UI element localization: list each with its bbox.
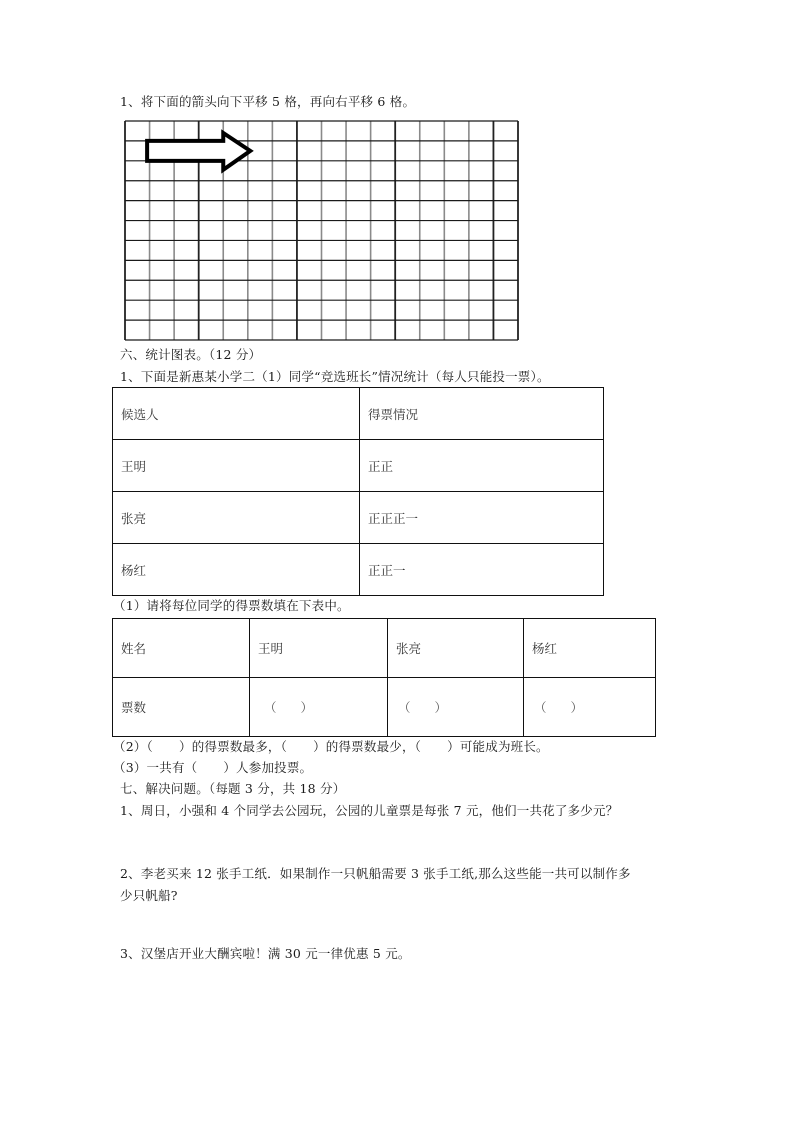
- count-table-name-row: [113, 619, 656, 678]
- name-yanghong: 杨红: [524, 619, 656, 678]
- votes-blank-wangming[interactable]: [250, 678, 388, 737]
- candidate-name: 杨红: [113, 544, 360, 596]
- table-row: [113, 492, 604, 544]
- tally-marks: 正正一: [360, 544, 604, 596]
- header-votes: 得票情况: [360, 388, 604, 440]
- sub3-prefix: （3）一共有（: [113, 760, 198, 775]
- table-row: [113, 440, 604, 492]
- tally-table-header-row: [113, 388, 604, 440]
- problem-1: 1、周日，小强和 4 个同学去公园玩，公园的儿童票是每张 7 元，他们一共花了多少元？: [120, 803, 619, 818]
- sub2-mid1: ）的得票数最多，（: [179, 739, 288, 754]
- name-wangming: 王明: [250, 619, 388, 678]
- label-name: 姓名: [113, 619, 250, 678]
- section6-title: 六、统计图表。（12 分）: [120, 347, 262, 362]
- candidate-name: 王明: [113, 440, 360, 492]
- sub3-suffix: ）人参加投票。: [223, 760, 313, 775]
- vote-count-table: [112, 618, 656, 737]
- translation-grid: [0, 0, 793, 360]
- tally-table: [112, 387, 604, 596]
- open-paren: （: [398, 700, 411, 715]
- close-paren: ）: [300, 700, 314, 715]
- sub-question-1: （1）请将每位同学的得票数填在下表中。: [113, 598, 350, 613]
- votes-blank-yanghong[interactable]: [524, 678, 656, 737]
- votes-blank-zhangliang[interactable]: [388, 678, 524, 737]
- sub-question-2: [113, 739, 549, 755]
- count-table-votes-row: [113, 678, 656, 737]
- section6-intro: 1、下面是新惠某小学二（1）同学“竞选班长”情况统计（每人只能投一票）。: [120, 369, 550, 384]
- label-votes: 票数: [113, 678, 250, 737]
- close-paren: ）: [570, 700, 584, 715]
- q1-instruction: 1、将下面的箭头向下平移 5 格，再向右平移 6 格。: [120, 94, 416, 109]
- sub2-mid2: ）的得票数最少，（: [313, 739, 422, 754]
- name-zhangliang: 张亮: [388, 619, 524, 678]
- problem-2-line1: 2、李老买来 12 张手工纸．如果制作一只帆船需要 3 张手工纸,那么这些能一共可以制作多: [120, 866, 631, 881]
- open-paren: （: [264, 700, 277, 715]
- candidate-name: 张亮: [113, 492, 360, 544]
- sub2-suffix: ）可能成为班长。: [447, 739, 549, 754]
- close-paren: ）: [434, 700, 448, 715]
- sub-question-3: [113, 760, 312, 776]
- sub2-prefix: （2）（: [113, 739, 154, 754]
- open-paren: （: [534, 700, 547, 715]
- tally-marks: 正正正一: [360, 492, 604, 544]
- section7-title: 七、解决问题。（每题 3 分，共 18 分）: [120, 781, 346, 796]
- table-row: [113, 544, 604, 596]
- problem-2-line2: 少只帆船?: [120, 888, 178, 903]
- problem-3: 3、汉堡店开业大酬宾啦！满 30 元一律优惠 5 元。: [120, 946, 411, 961]
- tally-marks: 正正: [360, 440, 604, 492]
- header-candidate: 候选人: [113, 388, 360, 440]
